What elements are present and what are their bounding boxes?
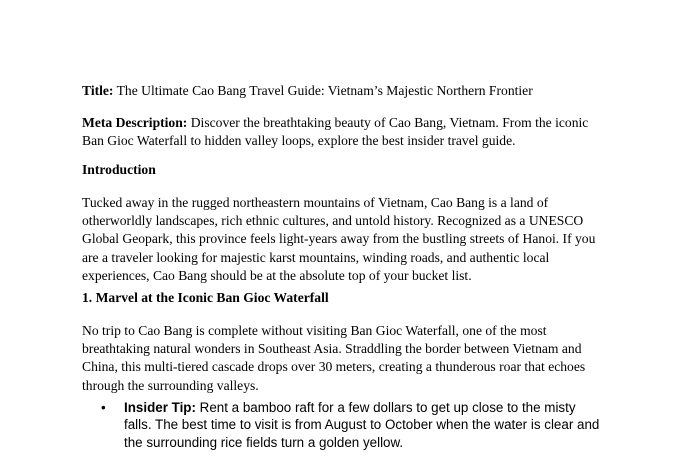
title-text: The Ultimate Cao Bang Travel Guide: Vietnam’s Majestic Northern Frontier <box>113 83 533 98</box>
meta-description-text: Discover the breathtaking beauty of Cao Bang, Vietnam. From the iconic Ban Gioc Waterfall to hidden valley loops, explore the best insider travel guide. <box>82 115 589 149</box>
introduction-paragraph: Tucked away in the rugged northeastern mountains of Vietnam, Cao Bang is a land of otherworldly landscapes, rich ethnic cultures, and untold history. Recognized as a UNESCO Global Geopark, this province feels light-years away from the bustling streets of Hanoi. If you are a traveler looking for majestic karst mountains, winding roads, and authentic local experiences, Cao Bang should be at the absolute top of your bucket list. <box>82 195 596 283</box>
insider-tips-list <box>82 399 602 451</box>
list-item <box>82 399 602 451</box>
title-label: Title: <box>82 83 114 98</box>
meta-description-paragraph <box>82 114 602 150</box>
meta-description-label: Meta Description: <box>82 115 188 130</box>
title-paragraph <box>82 82 602 100</box>
section-heading-ban-gioc: 1. Marvel at the Iconic Ban Gioc Waterfall <box>82 290 329 305</box>
bullet-marker: • <box>101 400 106 415</box>
insider-tip-text: Rent a bamboo raft for a few dollars to get up close to the misty falls. The best time to visit is from August to October when the water is clear and the surrounding rice fields turn a golden yellow. <box>124 400 600 450</box>
section-paragraph-ban-gioc: No trip to Cao Bang is complete without visiting Ban Gioc Waterfall, one of the most breathtaking natural wonders in Southeast Asia. Straddling the border between Vietnam and China, this multi-tiered cascade drops over 30 meters, creating a thunderous roar that echoes through the surrounding valleys. <box>82 323 586 393</box>
introduction-heading: Introduction <box>82 162 156 177</box>
insider-tip-label: Insider Tip: <box>124 400 196 415</box>
